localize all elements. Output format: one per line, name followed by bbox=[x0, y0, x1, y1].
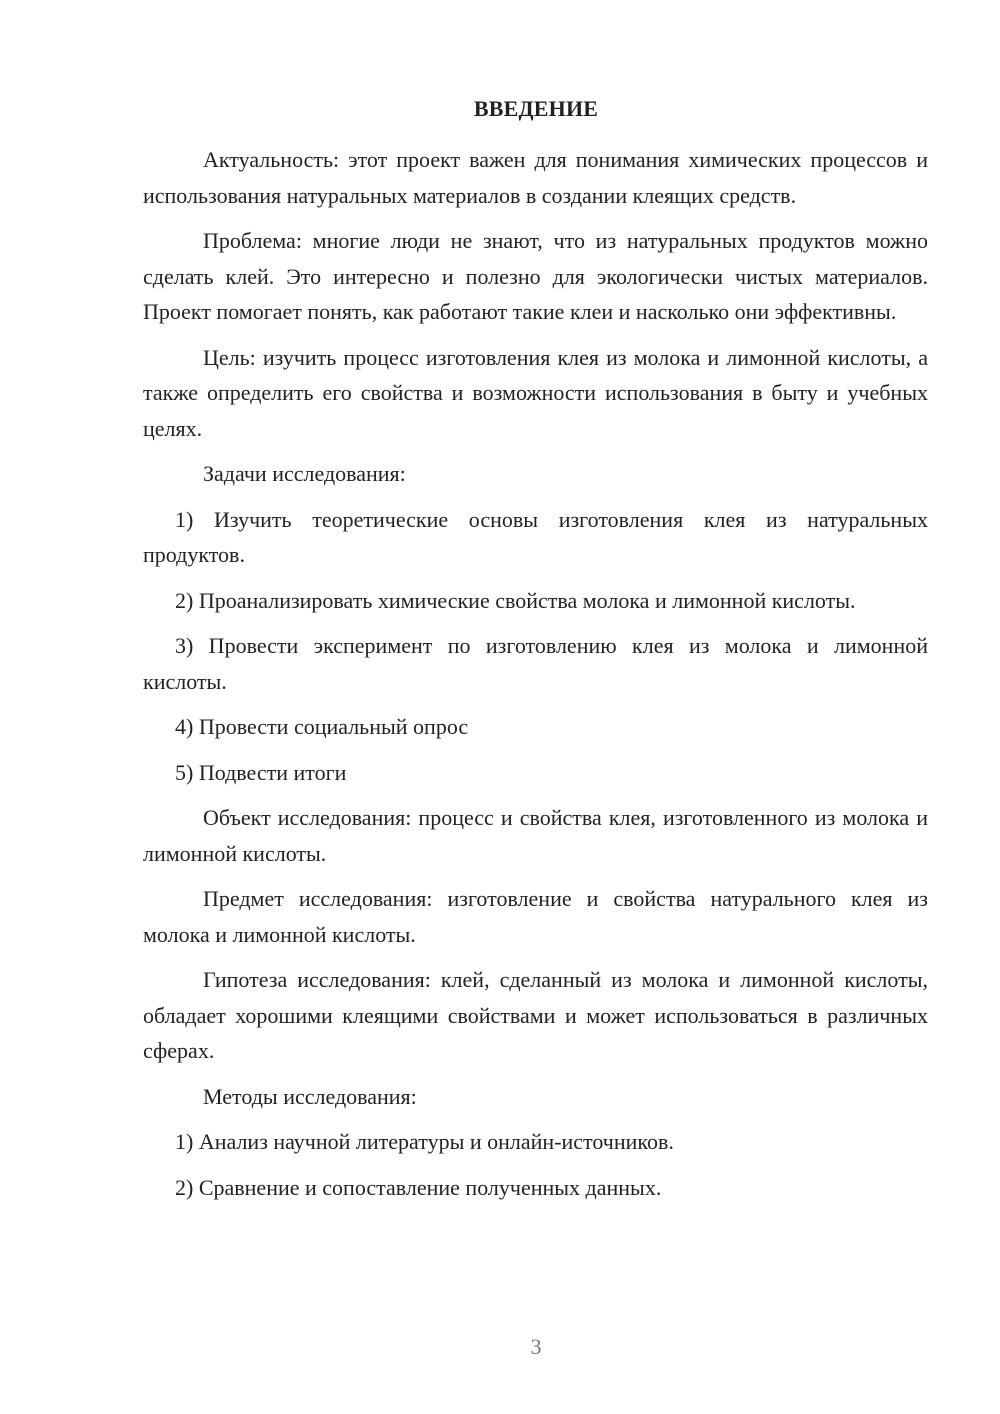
problem-paragraph: Проблема: многие люди не знают, что из натуральных продуктов можно сделать клей. Это интересно и полезно для экологически чистых материалов. Проект помогает понять, как работают такие клеи и насколько они эффективны. bbox=[143, 228, 928, 324]
task-item-4: 4) Провести социальный опрос bbox=[175, 714, 469, 739]
section-heading: ВВЕДЕНИЕ bbox=[473, 96, 599, 121]
body-text bbox=[143, 142, 928, 1215]
task-item-5: 5) Подвести итоги bbox=[175, 759, 347, 785]
method-item-2: 2) Сравнение и сопоставление полученных данных. bbox=[175, 1174, 662, 1200]
object-paragraph: Объект исследования: процесс и свойства клея, изготовленного из молока и лимонной кислоты. bbox=[143, 805, 928, 866]
task-item-1: 1) Изучить теоретические основы изготовления клея из натуральных продуктов. bbox=[143, 506, 928, 567]
method-item-1: 1) Анализ научной литературы и онлайн-источников. bbox=[175, 1129, 674, 1154]
task-item-2: 2) Проанализировать химические свойства молока и лимонной кислоты. bbox=[175, 587, 856, 613]
relevance-paragraph: Актуальность: этот проект важен для понимания химических процессов и использования натуральных материалов в создании клеящих средств. bbox=[143, 147, 928, 208]
page-number: 3 bbox=[530, 1334, 542, 1359]
tasks-title: Задачи исследования: bbox=[203, 461, 406, 486]
goal-paragraph: Цель: изучить процесс изготовления клея из молока и лимонной кислоты, а также определить его свойства и возможности использования в быту и учебных целях. bbox=[143, 344, 928, 441]
subject-paragraph: Предмет исследования: изготовление и свойства натурального клея из молока и лимонной кислоты. bbox=[143, 886, 928, 947]
methods-title: Методы исследования: bbox=[203, 1083, 417, 1109]
task-item-3: 3) Провести эксперимент по изготовлению клея из молока и лимонной кислоты. bbox=[143, 633, 928, 694]
hypothesis-paragraph: Гипотеза исследования: клей, сделанный из молока и лимонной кислоты, обладает хорошими клеящими свойствами и может использоваться в различных сферах. bbox=[143, 967, 928, 1063]
